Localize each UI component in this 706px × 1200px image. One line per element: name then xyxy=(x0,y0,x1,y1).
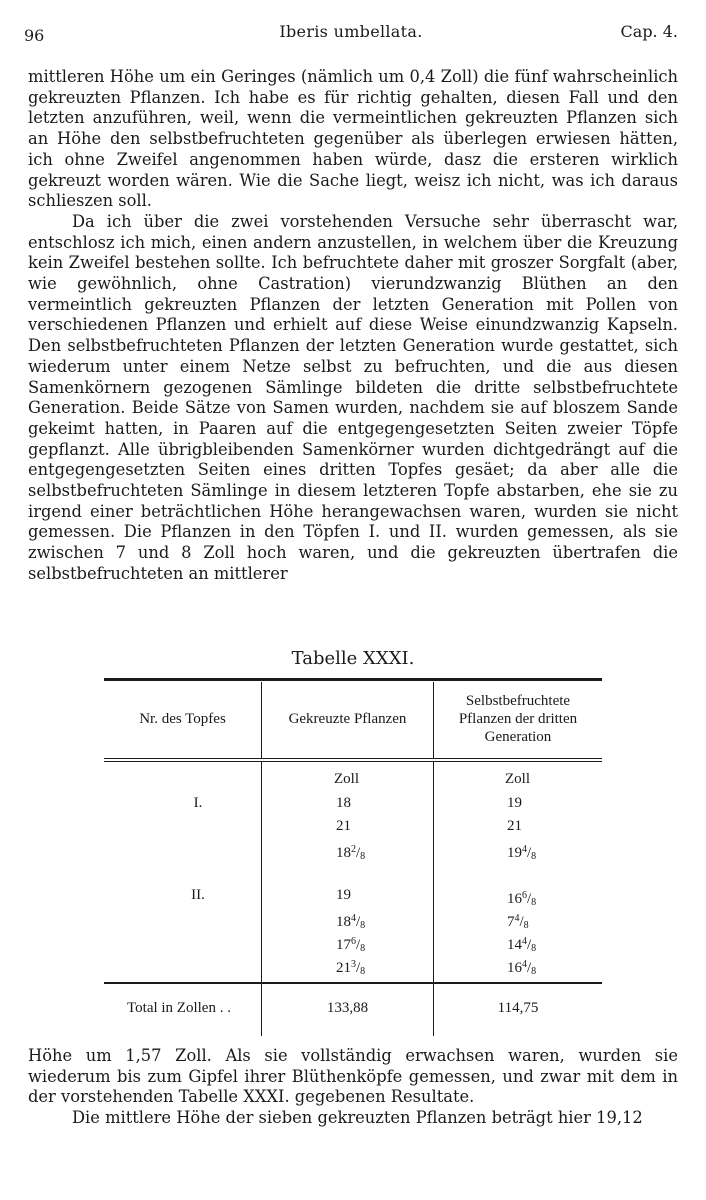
body-text-top xyxy=(28,67,678,585)
total-label: Total in Zollen . . xyxy=(127,1000,231,1016)
paragraph: Die mittlere Höhe der sieben gekreuzten Pflanzen beträgt hier 19,12 xyxy=(72,1108,643,1128)
pot-label: II. xyxy=(191,887,205,903)
table-cell-value: $16^6/_8$ xyxy=(507,890,537,908)
table-column-divider xyxy=(433,682,434,758)
running-header xyxy=(24,22,678,50)
paragraph: Höhe um 1,57 Zoll. Als sie vollständig erwachsen waren, wurden sie wiederum bis zum Gipfel ihrer Blüthenköpfe gemessen, und zwar mit dem in der vorstehenden Tabelle XXXI. gegebenen Resultate. xyxy=(28,1046,678,1107)
unit-self: Zoll xyxy=(505,771,530,787)
table-caption: Tabelle XXXI. xyxy=(291,648,415,669)
total-crossed: 133,88 xyxy=(326,1000,369,1016)
table-top-rule xyxy=(104,678,602,681)
table-cell-value: $19^4/_8$ xyxy=(507,844,537,862)
table-header-rule-double xyxy=(104,761,602,762)
table-cell-value: 21 xyxy=(336,818,351,834)
running-title: Iberis umbellata. xyxy=(279,22,423,41)
table-cell-value: $21^3/_8$ xyxy=(336,959,366,977)
table-cell-value: 18 xyxy=(336,795,351,811)
paragraph: mittleren Höhe um ein Geringes (nämlich um 0,4 Zoll) die fünf wahrscheinlich gekreuzten Pflanzen. Ich habe es für richtig gehalten, diesen Fall und den letzten anzuführen, weil, wenn die vermeintlichen gekreuzten Pflanzen sich an Höhe den selbstbefruchteten gegenüber als überlegen erwiesen hätten, ich ohne Zweifel angenommen haben würde, dasz die ersteren wirklich gekreuzt worden wären. Wie die Sache liegt, weisz ich nicht, was ich daraus schlieszen soll. xyxy=(28,67,678,211)
header-crossed: Gekreuzte Pflanzen xyxy=(288,711,407,727)
self-values-pot-1 xyxy=(507,792,536,861)
total-self: 114,75 xyxy=(497,1000,539,1016)
crossed-values-pot-2 xyxy=(336,884,365,976)
table-cell-value: $7^4/_8$ xyxy=(507,913,529,931)
unit-crossed: Zoll xyxy=(334,771,359,787)
body-text-bottom xyxy=(28,1046,678,1129)
table-cell-value: 21 xyxy=(507,818,522,834)
header-self: Selbstbefruchtete Pflanzen der dritten Generation xyxy=(458,693,578,745)
table-cell-value: $16^4/_8$ xyxy=(507,959,537,977)
crossed-values-pot-1 xyxy=(336,792,365,861)
chapter-label: Cap. 4. xyxy=(620,22,678,41)
table-cell-value: $14^4/_8$ xyxy=(507,936,537,954)
table-header-rule xyxy=(104,758,602,759)
table-column-divider xyxy=(433,762,434,982)
table-cell-value: $18^2/_8$ xyxy=(336,844,366,862)
data-table xyxy=(104,678,602,1036)
page-number: 96 xyxy=(24,26,45,45)
table-cell-value: $17^6/_8$ xyxy=(336,936,366,954)
pot-label: I. xyxy=(193,795,203,811)
table-total-rule xyxy=(104,982,602,984)
header-pot: Nr. des Topfes xyxy=(139,711,226,727)
table-cell-value: $18^4/_8$ xyxy=(336,913,366,931)
paragraph: Da ich über die zwei vorstehenden Versuche sehr überrascht war, entschlosz ich mich, einen andern anzustellen, in welchem über die Kreuzung kein Zweifel bestehen sollte. Ich befruchtete daher mit groszer Sorgfalt (aber, wie gewöhnlich, ohne Castration) vierundzwanzig Blüthen an den vermeintlich gekreuzten Pflanzen der letzten Generation mit Pollen von verschiedenen Pflanzen und erhielt auf diese Weise einundzwanzig Kapseln. Den selbstbefruchteten Pflanzen der letzten Generation wurde gestattet, sich wiederum unter einem Netze selbst zu befruchten, und die aus diesen Samenkörnern gezogenen Sämlinge bildeten die dritte selbstbefruchtete Generation. Beide Sätze von Samen wurden, nachdem sie auf bloszem Sande gekeimt hatten, in Paaren auf die entgegengesetzten Seiten zweier Töpfe gepflanzt. Alle übrigbleibenden Samenkörner wurden dichtgedrängt auf die entgegengesetzten Seiten eines dritten Topfes gesäet; da aber alle die selbstbefruchteten Sämlinge in diesem letzteren Topfe abstarben, ehe sie zu irgend einer beträchtlichen Höhe herangewachsen waren, wurden sie nicht gemessen. Die Pflanzen in den Töpfen I. und II. wurden gemessen, als sie zwischen 7 und 8 Zoll hoch waren, und die gekreuzten übertrafen die selbstbefruchteten an mittlerer xyxy=(28,211,678,583)
self-values-pot-2 xyxy=(507,884,536,976)
table-cell-value: 19 xyxy=(507,795,522,811)
table-cell-value: 19 xyxy=(336,887,351,903)
